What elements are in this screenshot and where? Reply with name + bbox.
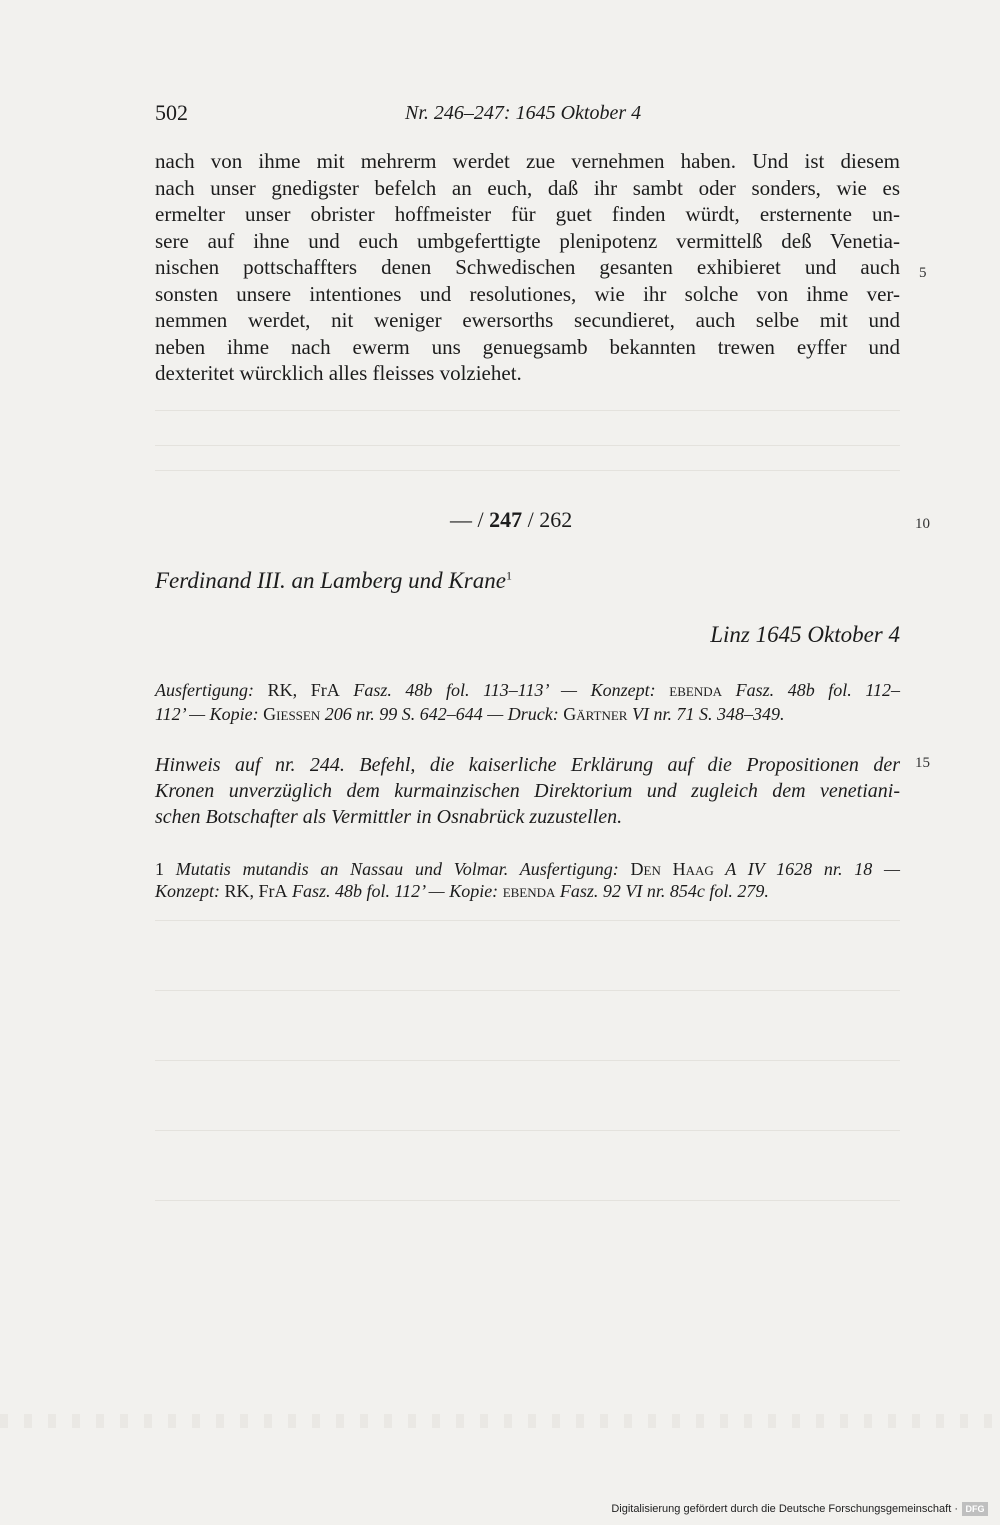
show-through-line bbox=[155, 1200, 900, 1201]
regest bbox=[155, 752, 900, 830]
body-line: nemmen werdet, nit weniger ewersorths secundieret, auch selbe mit und bbox=[155, 308, 900, 332]
dateline: Linz 1645 Oktober 4 bbox=[710, 622, 900, 647]
footnote-line: Konzept: RK, FrA Fasz. 48b fol. 112’ — Kopie: ebenda Fasz. 92 VI nr. 854c fol. 279. bbox=[155, 881, 769, 901]
funding-credit: Digitalisierung gefördert durch die Deutsche Forschungsgemeinschaft · bbox=[611, 1503, 958, 1515]
footnote-line: 1 Mutatis mutandis an Nassau und Volmar. Ausfertigung: Den Haag A IV 1628 nr. 18 — bbox=[155, 859, 901, 879]
line-number: 5 bbox=[919, 265, 927, 281]
body-line: nischen pottschaffters denen Schwedischen gesanten exhibieret und auch bbox=[155, 255, 900, 279]
document-title bbox=[155, 568, 512, 594]
document-number bbox=[450, 507, 572, 533]
body-line: sere auf ihne und euch umbgeferttigte plenipotenz vermittelß deß Venetia- bbox=[155, 228, 900, 253]
body-line: nach von ihme mit mehrerm werdet zue vernehmen haben. Und ist diesem bbox=[155, 149, 900, 173]
body-line: ermelter unser obrister hoffmeister für guet finden würdt, ersternente un- bbox=[155, 202, 900, 226]
document-number-suffix: / 262 bbox=[527, 507, 573, 532]
footnote-mark: 1 bbox=[155, 859, 164, 879]
show-through-line bbox=[155, 920, 900, 921]
show-through-line bbox=[155, 990, 900, 991]
show-through-line bbox=[155, 445, 900, 446]
footnote-reference: 1 bbox=[505, 568, 512, 583]
source-apparatus bbox=[155, 678, 900, 726]
show-through-line bbox=[155, 470, 900, 471]
regest-line: schen Botschafter als Vermittler in Osnabrück zuzustellen. bbox=[155, 806, 623, 828]
document-title-text: Ferdinand III. an Lamberg und Krane bbox=[155, 568, 506, 593]
body-text bbox=[155, 148, 900, 387]
body-line: nach unser gnedigster befelch an euch, daß ihr sambt oder sonders, wie es bbox=[155, 175, 900, 200]
regest-line: Hinweis auf nr. 244. Befehl, die kaiserliche Erklärung auf die Propositionen der bbox=[155, 754, 900, 776]
document-number-value: 247 bbox=[489, 507, 523, 532]
body-line: dexteritet würcklich alles fleisses volziehet. bbox=[155, 361, 522, 385]
line-number: 10 bbox=[915, 516, 930, 532]
source-line: 112’ — Kopie: Giessen 206 nr. 99 S. 642–644 — Druck: Gärtner VI nr. 71 S. 348–349. bbox=[155, 704, 785, 724]
show-through-line bbox=[155, 1130, 900, 1131]
page-header bbox=[155, 100, 900, 130]
line-number: 15 bbox=[915, 755, 930, 771]
page-number: 502 bbox=[155, 100, 188, 125]
regest-line: Kronen unverzüglich dem kurmainzischen Direktorium und zugleich dem venetiani- bbox=[155, 780, 900, 802]
body-line: sonsten unsere intentiones und resolutiones, wie ihr solche von ihme ver- bbox=[155, 281, 900, 306]
footnote bbox=[155, 858, 900, 902]
show-through-line bbox=[155, 410, 900, 411]
show-through-ornament bbox=[0, 1414, 1000, 1428]
body-line: neben ihme nach ewerm uns genuegsamb bekannten trewen eyffer und bbox=[155, 334, 900, 359]
show-through-line bbox=[155, 1060, 900, 1061]
dfg-logo: DFG bbox=[962, 1502, 988, 1516]
running-title: Nr. 246–247: 1645 Oktober 4 bbox=[405, 102, 642, 124]
source-line: Ausfertigung: RK, FrA Fasz. 48b fol. 113–113’ — Konzept: ebenda Fasz. 48b fol. 112– bbox=[155, 680, 901, 700]
document-number-prefix: — / bbox=[450, 507, 484, 532]
